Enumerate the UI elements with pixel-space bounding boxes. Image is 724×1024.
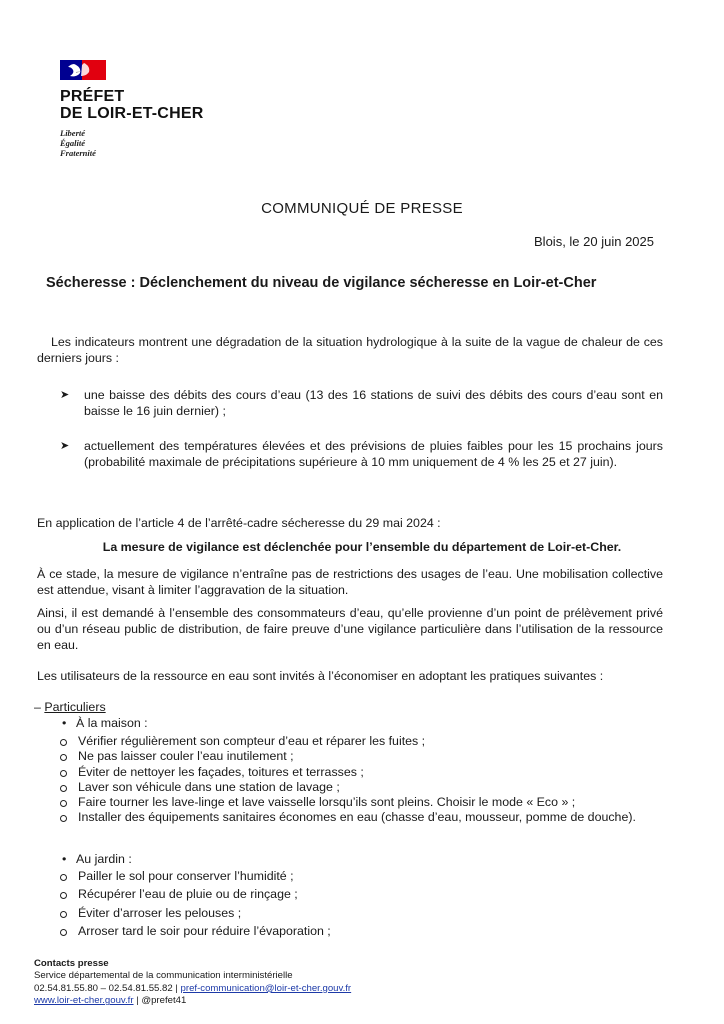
dateline: Blois, le 20 juin 2025	[534, 234, 654, 249]
paragraph-3: Les utilisateurs de la ressource en eau sont invités à l’économiser en adoptant les pratiques suivantes :	[37, 669, 604, 683]
marianne-logo-icon	[60, 60, 106, 80]
list-item	[58, 780, 663, 795]
list-item-text: Arroser tard le soir pour réduire l’évaporation ;	[78, 923, 331, 938]
section-label: Particuliers	[44, 700, 106, 714]
arrow-bullet-icon: ➤	[60, 389, 70, 401]
indicator-item	[60, 438, 663, 470]
list-item	[58, 924, 663, 939]
circle-bullet-icon	[60, 739, 67, 746]
contacts-heading: Contacts presse	[34, 958, 109, 969]
circle-bullet-icon	[60, 815, 67, 822]
bullet-dot-icon: •	[62, 716, 67, 730]
list-item-text: Installer des équipements sanitaires économes en eau (chasse d’eau, mousseur, pomme de douche).	[78, 810, 636, 825]
garden-heading	[62, 852, 132, 866]
list-item	[58, 765, 663, 780]
motto-fraternite: Fraternité	[60, 148, 96, 158]
list-item-text: Récupérer l’eau de pluie ou de rinçage ;	[78, 887, 298, 902]
list-item	[58, 734, 663, 749]
list-item-text: Vérifier régulièrement son compteur d’eau et réparer les fuites ;	[78, 734, 426, 748]
indicator-item	[60, 387, 663, 419]
document-title: COMMUNIQUÉ DE PRESSE	[261, 200, 463, 217]
decision-statement: La mesure de vigilance est déclenchée pour l’ensemble du département de Loir-et-Cher.	[102, 540, 622, 554]
list-item-text: Éviter d’arroser les pelouses ;	[78, 905, 242, 920]
garden-heading-text: Au jardin :	[76, 852, 132, 866]
list-item-text: Éviter de nettoyer les façades, toitures et terrasses ;	[78, 764, 364, 779]
circle-bullet-icon	[60, 800, 67, 807]
intro-paragraph: Les indicateurs montrent une dégradation de la situation hydrologique à la suite de la vague de chaleur de ces derniers jours :	[37, 335, 663, 365]
contacts-phone-email-line	[34, 983, 351, 995]
indicator-text: une baisse des débits des cours d’eau (13 des 16 stations de suivi des débits des cours d’eau sont en baisse le 16 juin dernier) ;	[84, 388, 663, 418]
list-item	[58, 906, 663, 921]
paragraph-1: À ce stade, la mesure de vigilance n’entraîne pas de restrictions des usages de l’eau. Une mobilisation collective est attendue, visant à limiter l’aggravation de la situation.	[37, 567, 663, 597]
prefecture-logo-block	[60, 60, 260, 158]
indicator-list	[60, 387, 663, 470]
home-heading	[62, 716, 148, 730]
section-particuliers	[34, 700, 106, 714]
list-item	[58, 869, 663, 884]
prefecture-name	[60, 88, 260, 122]
list-item	[58, 887, 663, 902]
bullet-dot-icon: •	[62, 852, 67, 866]
contacts-phones: 02.54.81.55.80 – 02.54.81.55.82 |	[34, 982, 178, 994]
arrow-bullet-icon: ➤	[60, 440, 70, 452]
republic-motto	[60, 128, 260, 158]
motto-egalite: Égalité	[60, 138, 86, 148]
circle-bullet-icon	[60, 754, 67, 761]
list-item-text: Faire tourner les lave-linge et lave vaisselle lorsqu’ils sont pleins. Choisir le mode « Eco » ;	[78, 795, 576, 810]
contacts-service: Service départemental de la communication interministérielle	[34, 970, 293, 982]
subject-heading: Sécheresse : Déclenchement du niveau de vigilance sécheresse en Loir-et-Cher	[46, 275, 597, 291]
prefet-line-2: DE LOIR-ET-CHER	[60, 105, 204, 122]
circle-bullet-icon	[60, 892, 67, 899]
list-item-text: Pailler le sol pour conserver l’humidité ;	[78, 869, 294, 883]
website-link[interactable]: www.loir-et-cher.gouv.fr	[34, 995, 134, 1007]
circle-bullet-icon	[60, 911, 67, 918]
motto-liberte: Liberté	[60, 128, 86, 138]
section-dash: –	[34, 700, 41, 714]
prefet-line-1: PRÉFET	[60, 88, 125, 105]
contacts-email-link[interactable]: pref-communication@loir-et-cher.gouv.fr	[180, 982, 352, 994]
home-heading-text: À la maison :	[76, 716, 148, 730]
indicator-text: actuellement des températures élevées et des prévisions de pluies faibles pour les 15 prochains jours (probabilité maximale de précipitations supérieure à 10 mm uniquement de 4 % les 25 et 27 juin).	[84, 439, 663, 469]
circle-bullet-icon	[60, 874, 67, 881]
garden-practices-list	[58, 869, 663, 939]
home-practices-list	[58, 734, 663, 826]
list-item	[58, 810, 663, 825]
paragraph-2: Ainsi, il est demandé à l’ensemble des consommateurs d’eau, qu’elle provienne d’un point de prélèvement privé ou d’un réseau public de distribution, de faire preuve d’une vigilance particulière dans l’utilisation de la ressource en eau.	[37, 606, 663, 652]
press-contacts	[34, 958, 351, 1008]
contacts-web-line	[34, 995, 351, 1007]
social-handle: | @prefet41	[136, 995, 187, 1007]
list-item	[58, 795, 663, 810]
circle-bullet-icon	[60, 785, 67, 792]
circle-bullet-icon	[60, 770, 67, 777]
list-item-text: Laver son véhicule dans une station de lavage ;	[78, 779, 340, 794]
circle-bullet-icon	[60, 929, 67, 936]
list-item	[58, 749, 663, 764]
list-item-text: Ne pas laisser couler l’eau inutilement ;	[78, 749, 294, 764]
application-line: En application de l’article 4 de l’arrêté-cadre sécheresse du 29 mai 2024 :	[37, 516, 441, 530]
